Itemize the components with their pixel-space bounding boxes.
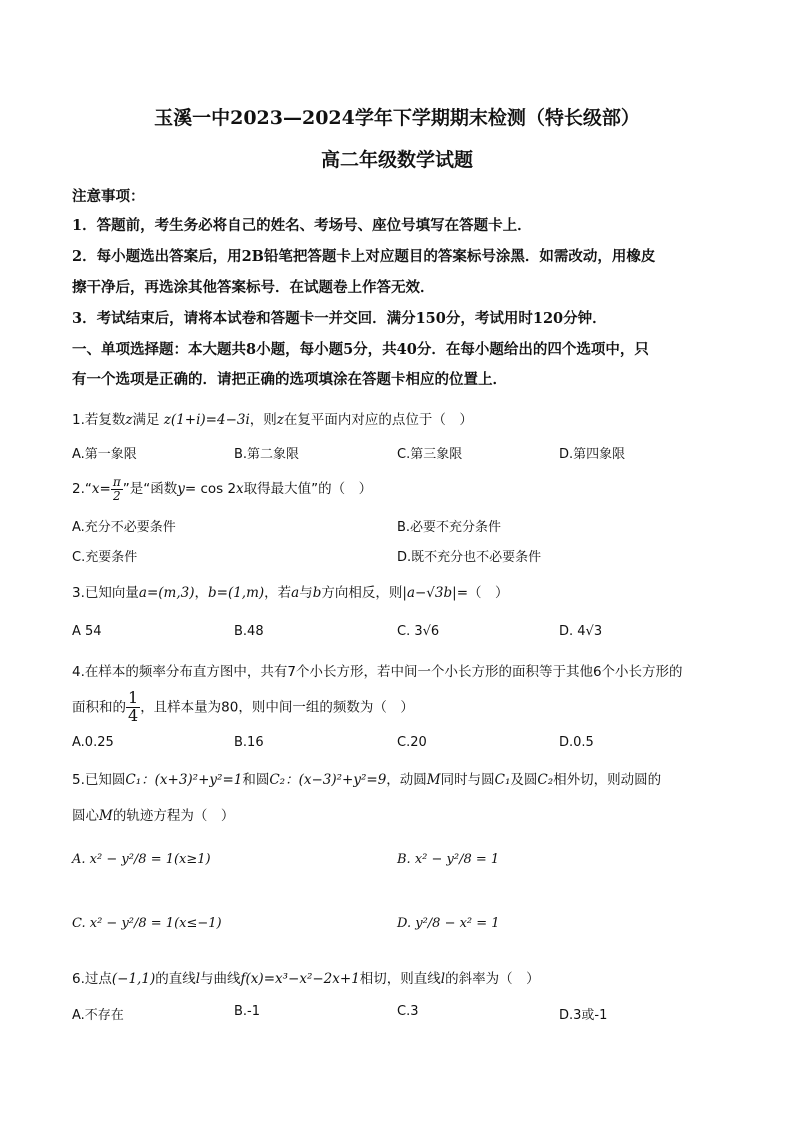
- question-1-option-b[interactable]: B.第二象限: [234, 447, 300, 462]
- question-5-stem-line2: 圆心M的轨迹方程为（ ）: [72, 808, 235, 824]
- question-6-option-d[interactable]: D.3或-1: [559, 1008, 608, 1023]
- note-2: 2．每小题选出答案后，用2B铅笔把答题卡上对应题目的答案标号涂黑．如需改动，用橡皮: [72, 248, 656, 265]
- question-4-option-d[interactable]: D.0.5: [559, 735, 594, 750]
- section1-line1: 一、单项选择题：本大题共8小题，每小题5分，共40分．在每小题给出的四个选项中，只: [72, 341, 649, 358]
- question-4-option-b[interactable]: B.16: [234, 735, 264, 750]
- question-4-stem-line2: 面积和的 $\frac{1}{4}$ ，且样本量为80，则中间一组的频数为（ ）: [72, 688, 414, 725]
- notes-heading: 注意事项：: [72, 188, 145, 205]
- question-5-option-d[interactable]: D. y²/8 − x² = 1: [397, 916, 500, 931]
- section1-line2: 有一个选项是正确的．请把正确的选项填涂在答题卡相应的位置上．: [72, 371, 507, 388]
- question-6-option-b[interactable]: B.-1: [234, 1004, 261, 1019]
- question-2-option-c[interactable]: C.充要条件: [72, 550, 138, 565]
- question-6-stem: 6.过点(−1,1)的直线l与曲线f(x)=x³−x²−2x+1相切，则直线l的斜率为（ ）: [72, 971, 540, 987]
- question-1-option-d[interactable]: D.第四象限: [559, 447, 626, 462]
- question-6-option-a[interactable]: A.不存在: [72, 1008, 124, 1023]
- question-2-option-d[interactable]: D.既不充分也不必要条件: [397, 550, 542, 565]
- question-4-stem-line1: 4.在样本的频率分布直方图中，共有7个小长方形，若中间一个小长方形的面积等于其他6个小长方形的: [72, 664, 683, 680]
- question-6-option-c[interactable]: C.3: [397, 1004, 419, 1019]
- question-3-stem: 3.已知向量a=(m,3)，b=(1,m)，若a与b方向相反，则|a−√3b|=（ ）: [72, 585, 509, 601]
- note-2-cont: 擦干净后，再选涂其他答案标号．在试题卷上作答无效．: [72, 279, 435, 296]
- note-1: 1．答题前，考生务必将自己的姓名、考场号、座位号填写在答题卡上．: [72, 217, 532, 234]
- question-5-option-a[interactable]: A. x² − y²/8 = 1(x≥1): [72, 852, 211, 867]
- question-5-option-b[interactable]: B. x² − y²/8 = 1: [397, 852, 500, 867]
- note-3: 3．考试结束后，请将本试卷和答题卡一并交回．满分150分，考试用时120分钟．: [72, 310, 607, 327]
- question-4-option-c[interactable]: C.20: [397, 735, 427, 750]
- question-3-option-c[interactable]: C. 3√6: [397, 624, 440, 639]
- fraction-pi-over-2: $\frac{\pi}{2}$: [112, 475, 121, 503]
- question-2-option-b[interactable]: B.必要不充分条件: [397, 520, 502, 535]
- question-3-option-b[interactable]: B.48: [234, 624, 264, 639]
- question-1-option-c[interactable]: C.第三象限: [397, 447, 463, 462]
- question-5-option-c[interactable]: C. x² − y²/8 = 1(x≤−1): [72, 916, 222, 931]
- question-2-stem: 2.“x= $\frac{\pi}{2}$ ”是“函数y= cos 2x取得最大值”的（ ）: [72, 475, 373, 503]
- question-1-option-a[interactable]: A.第一象限: [72, 447, 137, 462]
- question-3-option-a[interactable]: A 54: [72, 624, 102, 639]
- question-3-option-d[interactable]: D. 4√3: [559, 624, 603, 639]
- question-5-stem-line1: 5.已知圆C₁：(x+3)²+y²=1和圆C₂：(x−3)²+y²=9，动圆M同时与圆C₁及圆C₂相外切，则动圆的: [72, 772, 662, 788]
- question-1-stem: 1.若复数z满足 z(1+i)=4−3i，则z在复平面内对应的点位于（ ）: [72, 412, 473, 428]
- exam-title: 玉溪一中2023—2024学年下学期期末检测（特长级部）: [154, 107, 640, 129]
- exam-subtitle: 高二年级数学试题: [320, 149, 473, 171]
- fraction-one-quarter: $\frac{1}{4}$: [128, 688, 139, 725]
- question-4-option-a[interactable]: A.0.25: [72, 735, 114, 750]
- question-2-option-a[interactable]: A.充分不必要条件: [72, 520, 176, 535]
